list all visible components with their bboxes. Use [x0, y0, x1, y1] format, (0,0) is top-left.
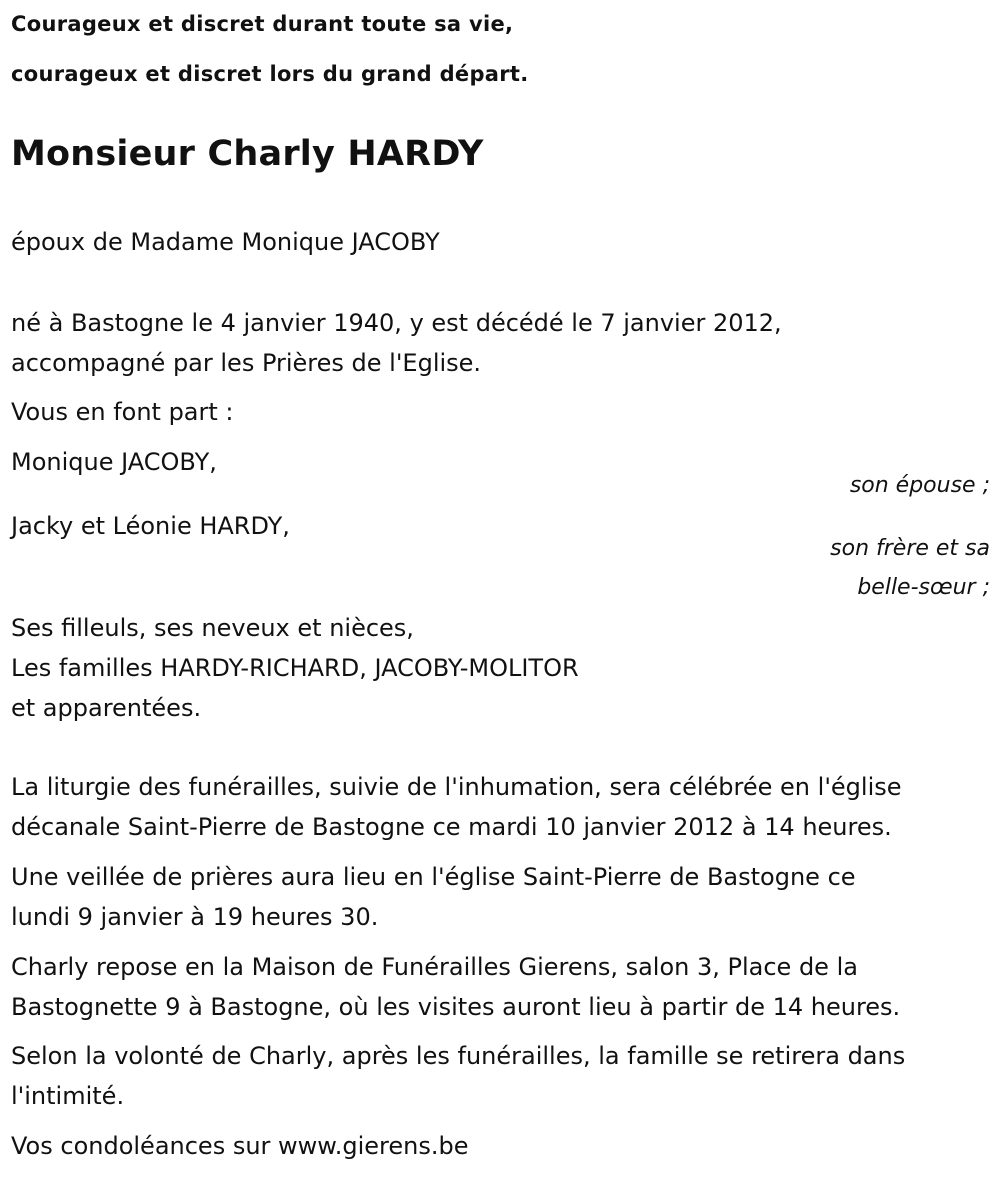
paragraph-line: Selon la volonté de Charly, après les funérailles, la famille se retirera dans	[11, 1042, 906, 1070]
family-member-name: Jacky et Léonie HARDY,	[11, 512, 290, 540]
paragraph-line: lundi 9 janvier à 19 heures 30.	[11, 903, 379, 931]
others-line: Les familles HARDY-RICHARD, JACOBY-MOLITOR	[11, 654, 579, 682]
privacy-paragraph	[11, 1036, 993, 1116]
funeral-paragraph	[11, 767, 993, 847]
announce-line: Vous en font part :	[11, 398, 234, 426]
spouse-line: époux de Madame Monique JACOBY	[11, 228, 440, 256]
others-line: Ses filleuls, ses neveux et nièces,	[11, 614, 414, 642]
condolences-line: Vos condoléances sur www.gierens.be	[11, 1132, 469, 1160]
birth-line-1: né à Bastogne le 4 janvier 1940, y est décédé le 7 janvier 2012,	[11, 309, 782, 337]
paragraph-line: Charly repose en la Maison de Funérailles Gierens, salon 3, Place de la	[11, 953, 858, 981]
deceased-name: Monsieur Charly HARDY	[11, 134, 484, 174]
paragraph-line: Une veillée de prières aura lieu en l'église Saint-Pierre de Bastogne ce	[11, 863, 856, 891]
others-line: et apparentées.	[11, 694, 202, 722]
family-member-role: son épouse ;	[849, 473, 990, 498]
birth-line-2: accompagné par les Prières de l'Eglise.	[11, 349, 482, 377]
family-member-name: Monique JACOBY,	[11, 448, 217, 476]
motto-line-2: courageux et discret lors du grand départ.	[11, 62, 529, 86]
family-member-role: belle-sœur ;	[857, 575, 990, 600]
motto-line-1: Courageux et discret durant toute sa vie,	[11, 12, 514, 36]
paragraph-line: Bastognette 9 à Bastogne, où les visites auront lieu à partir de 14 heures.	[11, 993, 901, 1021]
family-member-role: son frère et sa	[830, 536, 990, 561]
vigil-paragraph	[11, 857, 993, 937]
paragraph-line: La liturgie des funérailles, suivie de l'inhumation, sera célébrée en l'église	[11, 773, 902, 801]
paragraph-line: décanale Saint-Pierre de Bastogne ce mardi 10 janvier 2012 à 14 heures.	[11, 813, 892, 841]
paragraph-line: l'intimité.	[11, 1082, 125, 1110]
rest-paragraph	[11, 947, 993, 1027]
